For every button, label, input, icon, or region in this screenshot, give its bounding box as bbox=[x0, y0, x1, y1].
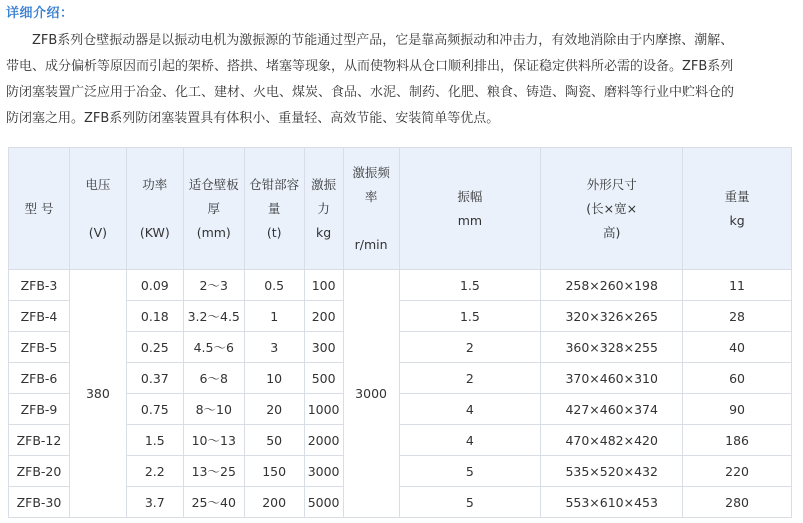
cell-exciting-force: 100 bbox=[304, 270, 343, 301]
header-label-line: 型 号 bbox=[24, 200, 54, 216]
cell-weight: 186 bbox=[683, 425, 792, 456]
header-label-line bbox=[344, 209, 399, 233]
table-row bbox=[9, 301, 792, 332]
description-line-text: ZFB系列仓壁振动器是以振动电机为激振源的节能通过型产品，它是靠高频振动和冲击力，有效地消除由于内摩擦、潮解、 bbox=[32, 33, 734, 48]
header-label-line: mm bbox=[457, 212, 483, 228]
cell-capacity: 150 bbox=[244, 456, 304, 487]
cell-amplitude: 5 bbox=[399, 456, 541, 487]
header-label-line: kg bbox=[316, 224, 332, 240]
cell-dimensions: 553×610×453 bbox=[541, 487, 683, 518]
cell-exciting-force: 200 bbox=[304, 301, 343, 332]
header-wall-thickness bbox=[183, 148, 244, 270]
header-label-line: 适仓壁板 bbox=[188, 176, 239, 192]
cell-model: ZFB-30 bbox=[9, 487, 70, 518]
cell-capacity: 50 bbox=[244, 425, 304, 456]
table-header-row bbox=[9, 148, 792, 270]
header-label-line bbox=[70, 197, 126, 221]
cell-model: ZFB-5 bbox=[9, 332, 70, 363]
cell-dimensions: 360×328×255 bbox=[541, 332, 683, 363]
header-label-line: kg bbox=[729, 212, 745, 228]
cell-wall-thickness: 8～10 bbox=[183, 394, 244, 425]
header-label-line: 激振 bbox=[311, 176, 337, 192]
cell-capacity: 3 bbox=[244, 332, 304, 363]
header-label-line: 电压 bbox=[85, 176, 111, 192]
cell-dimensions: 258×260×198 bbox=[541, 270, 683, 301]
cell-wall-thickness: 4.5～6 bbox=[183, 332, 244, 363]
cell-model: ZFB-6 bbox=[9, 363, 70, 394]
table-row bbox=[9, 394, 792, 425]
header-weight bbox=[683, 148, 792, 270]
cell-dimensions: 320×326×265 bbox=[541, 301, 683, 332]
cell-model: ZFB-9 bbox=[9, 394, 70, 425]
table-row bbox=[9, 425, 792, 456]
header-label-line: 激振频 bbox=[352, 164, 390, 180]
cell-exciting-force: 1000 bbox=[304, 394, 343, 425]
cell-wall-thickness: 6～8 bbox=[183, 363, 244, 394]
description-line: 带电、成分偏析等原因而引起的架桥、搭拱、堵塞等现象，从而使物料从仓口顺利排出，保证稳定供料所必需的设备。ZFB系列 bbox=[6, 59, 734, 74]
cell-wall-thickness: 10～13 bbox=[183, 425, 244, 456]
cell-model: ZFB-12 bbox=[9, 425, 70, 456]
cell-weight: 11 bbox=[683, 270, 792, 301]
header-label-line: 量 bbox=[267, 200, 281, 216]
cell-weight: 280 bbox=[683, 487, 792, 518]
header-label-line: 高) bbox=[603, 224, 621, 240]
cell-wall-thickness: 3.2～4.5 bbox=[183, 301, 244, 332]
cell-dimensions: 470×482×420 bbox=[541, 425, 683, 456]
cell-amplitude: 4 bbox=[399, 394, 541, 425]
header-exciting-force bbox=[304, 148, 343, 270]
header-label-line: 外形尺寸 bbox=[586, 176, 637, 192]
table-row bbox=[9, 332, 792, 363]
header-label-line: 厚 bbox=[207, 200, 220, 216]
table-row bbox=[9, 487, 792, 518]
cell-capacity: 200 bbox=[244, 487, 304, 518]
header-label-line bbox=[127, 197, 183, 221]
section-heading: 详细介绍： bbox=[6, 6, 74, 21]
cell-amplitude: 2 bbox=[399, 332, 541, 363]
header-label-line: (t) bbox=[266, 224, 282, 240]
cell-power: 2.2 bbox=[126, 456, 183, 487]
header-power bbox=[126, 148, 183, 270]
header-frequency bbox=[343, 148, 399, 270]
cell-amplitude: 5 bbox=[399, 487, 541, 518]
cell-frequency: 3000 bbox=[343, 270, 399, 518]
cell-wall-thickness: 13～25 bbox=[183, 456, 244, 487]
cell-exciting-force: 2000 bbox=[304, 425, 343, 456]
header-model bbox=[9, 148, 70, 270]
description-line: 防闭塞装置广泛应用于冶金、化工、建材、火电、煤炭、食品、水泥、制药、化肥、粮食、铸造、陶瓷、磨料等行业中贮料仓的 bbox=[6, 85, 735, 100]
description-line: 防闭塞之用。ZFB系列防闭塞装置具有体积小、重量轻、高效节能、安装简单等优点。 bbox=[6, 111, 500, 126]
cell-voltage: 380 bbox=[69, 270, 126, 518]
header-voltage bbox=[69, 148, 126, 270]
cell-model: ZFB-3 bbox=[9, 270, 70, 301]
header-label-line: 振幅 bbox=[457, 188, 483, 204]
header-dimensions bbox=[541, 148, 683, 270]
cell-power: 0.18 bbox=[126, 301, 183, 332]
header-amplitude bbox=[399, 148, 541, 270]
cell-weight: 60 bbox=[683, 363, 792, 394]
cell-power: 0.25 bbox=[126, 332, 183, 363]
cell-amplitude: 1.5 bbox=[399, 270, 541, 301]
cell-exciting-force: 500 bbox=[304, 363, 343, 394]
cell-wall-thickness: 25～40 bbox=[183, 487, 244, 518]
cell-wall-thickness: 2～3 bbox=[183, 270, 244, 301]
header-label-line: 仓钳部容 bbox=[249, 176, 300, 192]
cell-capacity: 20 bbox=[244, 394, 304, 425]
cell-power: 0.37 bbox=[126, 363, 183, 394]
cell-capacity: 0.5 bbox=[244, 270, 304, 301]
header-label-line: 力 bbox=[317, 200, 330, 216]
header-label-line: 率 bbox=[364, 188, 378, 204]
cell-exciting-force: 300 bbox=[304, 332, 343, 363]
cell-amplitude: 4 bbox=[399, 425, 541, 456]
header-label-line: r/min bbox=[354, 236, 388, 252]
cell-power: 0.75 bbox=[126, 394, 183, 425]
header-label-line: (长×宽× bbox=[586, 200, 638, 216]
header-label-line: (KW) bbox=[139, 224, 170, 240]
header-label-line: (mm) bbox=[196, 224, 231, 240]
header-capacity bbox=[244, 148, 304, 270]
description-paragraph bbox=[6, 28, 796, 132]
cell-power: 1.5 bbox=[126, 425, 183, 456]
cell-capacity: 1 bbox=[244, 301, 304, 332]
header-label-line: 重量 bbox=[724, 188, 750, 204]
cell-exciting-force: 3000 bbox=[304, 456, 343, 487]
cell-amplitude: 1.5 bbox=[399, 301, 541, 332]
cell-model: ZFB-4 bbox=[9, 301, 70, 332]
cell-power: 0.09 bbox=[126, 270, 183, 301]
table-row bbox=[9, 270, 792, 301]
cell-capacity: 10 bbox=[244, 363, 304, 394]
header-label-line: 功率 bbox=[142, 176, 168, 192]
spec-table bbox=[8, 147, 792, 518]
cell-weight: 90 bbox=[683, 394, 792, 425]
cell-weight: 28 bbox=[683, 301, 792, 332]
cell-exciting-force: 5000 bbox=[304, 487, 343, 518]
cell-weight: 40 bbox=[683, 332, 792, 363]
cell-dimensions: 535×520×432 bbox=[541, 456, 683, 487]
table-row bbox=[9, 456, 792, 487]
cell-weight: 220 bbox=[683, 456, 792, 487]
table-row bbox=[9, 363, 792, 394]
cell-dimensions: 427×460×374 bbox=[541, 394, 683, 425]
description-line bbox=[6, 28, 796, 54]
header-label-line: (V) bbox=[88, 224, 108, 240]
cell-dimensions: 370×460×310 bbox=[541, 363, 683, 394]
cell-amplitude: 2 bbox=[399, 363, 541, 394]
cell-model: ZFB-20 bbox=[9, 456, 70, 487]
cell-power: 3.7 bbox=[126, 487, 183, 518]
